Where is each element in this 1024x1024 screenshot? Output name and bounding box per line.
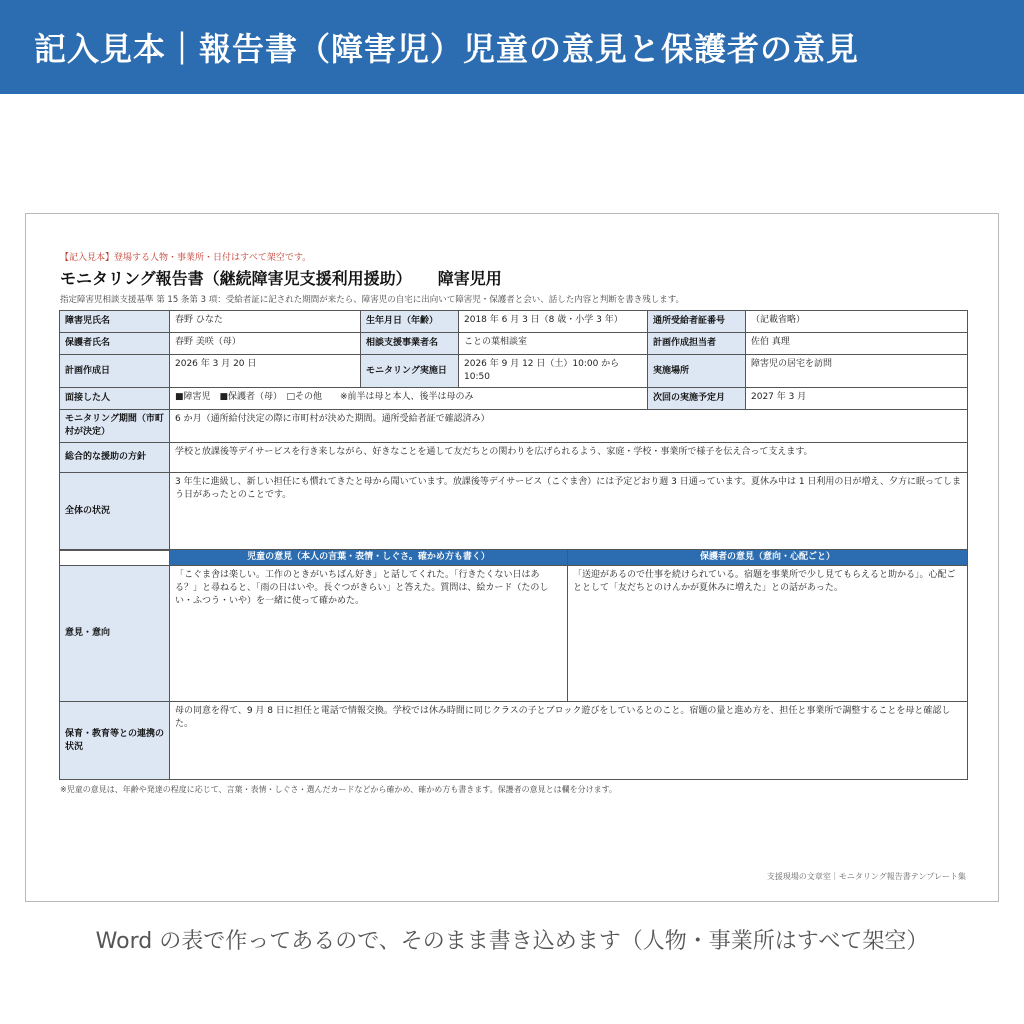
monitoring-date-label: モニタリング実施日 bbox=[361, 355, 459, 388]
document-title bbox=[60, 266, 502, 289]
cooperation-label: 保育・教育等との連携の状況 bbox=[60, 702, 170, 780]
interviewed-label: 面接した人 bbox=[60, 388, 170, 410]
planner-label: 計画作成担当者 bbox=[648, 333, 746, 355]
plan-date-cell[interactable]: 2026 年 3 月 20 日 bbox=[170, 355, 361, 388]
status-label: 全体の状況 bbox=[60, 473, 170, 551]
table-row bbox=[60, 410, 968, 443]
sample-notice: 【記入見本】登場する人物・事業所・日付はすべて架空です。 bbox=[60, 253, 312, 263]
document-title-main: モニタリング報告書（継続障害児支援利用援助） bbox=[60, 269, 412, 288]
place-cell[interactable]: 障害児の居宅を訪問 bbox=[746, 355, 968, 388]
table-row bbox=[60, 311, 968, 333]
document-sheet bbox=[25, 213, 999, 902]
caption-text: Word の表で作ってあるので、そのまま書き込めます（人物・事業所はすべて架空） bbox=[95, 929, 929, 954]
place-label: 実施場所 bbox=[648, 355, 746, 388]
next-month-cell[interactable]: 2027 年 3 月 bbox=[746, 388, 968, 410]
opinion-label: 意見・意向 bbox=[60, 566, 170, 702]
guardian-opinion-header: 保護者の意見（意向・心配ごと） bbox=[568, 550, 968, 566]
table-row bbox=[60, 388, 968, 410]
table-row bbox=[60, 702, 968, 780]
legal-basis-text: 指定障害児相談支援基準 第 15 条第 3 項：受給者証に記された期間が来たら、障害児の自宅に出向いて障害児・保護者と会い、話した内容と判断を書き残します。 bbox=[60, 295, 685, 305]
policy-label: 総合的な援助の方針 bbox=[60, 443, 170, 473]
status-cell[interactable]: 3 年生に進級し、新しい担任にも慣れてきたと母から聞いています。放課後等デイサービス（こぐま舎）には予定どおり週 3 日通っています。夏休み中は 1 日利用の日が増え、夕方に眠ってしまう日があったとのことです。 bbox=[170, 473, 968, 551]
info-table bbox=[59, 310, 968, 551]
table-row bbox=[60, 550, 968, 566]
planner-cell[interactable]: 佐伯 真理 bbox=[746, 333, 968, 355]
period-label: モニタリング期間（市町村が決定） bbox=[60, 410, 170, 443]
guardian-label: 保護者氏名 bbox=[60, 333, 170, 355]
child-name-cell[interactable]: 春野 ひなた bbox=[170, 311, 361, 333]
credit-text: 支援現場の文章室｜モニタリング報告書テンプレート集 bbox=[766, 872, 966, 881]
table-row bbox=[60, 473, 968, 551]
policy-cell[interactable]: 学校と放課後等デイサービスを行き来しながら、好きなことを通して友だちとの関わりを広げられるよう、家庭・学校・事業所で様子を伝え合って支えます。 bbox=[170, 443, 968, 473]
period-cell[interactable]: 6 か月（通所給付決定の際に市町村が決めた期間。通所受給者証で確認済み） bbox=[170, 410, 968, 443]
guardian-opinion-cell[interactable]: 「送迎があるので仕事を続けられている。宿題を事業所で少し見てもらえると助かる」。心配ごととして「友だちとのけんかが夏休みに増えた」との話があった。 bbox=[568, 566, 968, 702]
cert-no-label: 通所受給者証番号 bbox=[648, 311, 746, 333]
dob-label: 生年月日（年齢） bbox=[361, 311, 459, 333]
guardian-cell[interactable]: 春野 美咲（母） bbox=[170, 333, 361, 355]
header-spacer bbox=[60, 550, 170, 566]
dob-cell[interactable]: 2018 年 6 月 3 日（8 歳・小学 3 年） bbox=[459, 311, 648, 333]
footnote: ※児童の意見は、年齢や発達の程度に応じて、言葉・表情・しぐさ・選んだカードなどから確かめ、確かめ方も書きます。保護者の意見とは欄を分けます。 bbox=[60, 785, 617, 794]
plan-date-label: 計画作成日 bbox=[60, 355, 170, 388]
table-row bbox=[60, 443, 968, 473]
opinion-table bbox=[59, 549, 968, 780]
office-label: 相談支援事業者名 bbox=[361, 333, 459, 355]
interviewed-cell[interactable]: ■障害児 ■保護者（母） □その他 ※前半は母と本人、後半は母のみ bbox=[170, 388, 648, 410]
child-opinion-header: 児童の意見（本人の言葉・表情・しぐさ。確かめ方も書く） bbox=[170, 550, 568, 566]
office-cell[interactable]: ことの葉相談室 bbox=[459, 333, 648, 355]
monitoring-date-cell[interactable]: 2026 年 9 月 12 日（土）10:00 から 10:50 bbox=[459, 355, 648, 388]
cooperation-cell[interactable]: 母の同意を得て、9 月 8 日に担任と電話で情報交換。学校では休み時間に同じクラスの子とブロック遊びをしているとのこと。宿題の量と進め方を、担任と事業所で調整することを母と確認した。 bbox=[170, 702, 968, 780]
table-row bbox=[60, 355, 968, 388]
child-name-label: 障害児氏名 bbox=[60, 311, 170, 333]
table-row bbox=[60, 333, 968, 355]
child-opinion-cell[interactable]: 「こぐま舎は楽しい。工作のときがいちばん好き」と話してくれた。「行きたくない日はある？」と尋ねると、「雨の日はいや。長ぐつがきらい」と答えた。質問は、絵カード（たのしい・ふつう・いや）を一緒に使って確かめた。 bbox=[170, 566, 568, 702]
header-banner bbox=[0, 0, 1024, 94]
table-row bbox=[60, 566, 968, 702]
page-title: 記入見本｜報告書（障害児）児童の意見と保護者の意見 bbox=[34, 30, 860, 68]
next-month-label: 次回の実施予定月 bbox=[648, 388, 746, 410]
cert-no-cell[interactable]: （記載省略） bbox=[746, 311, 968, 333]
document-subtitle: 障害児用 bbox=[437, 269, 502, 288]
